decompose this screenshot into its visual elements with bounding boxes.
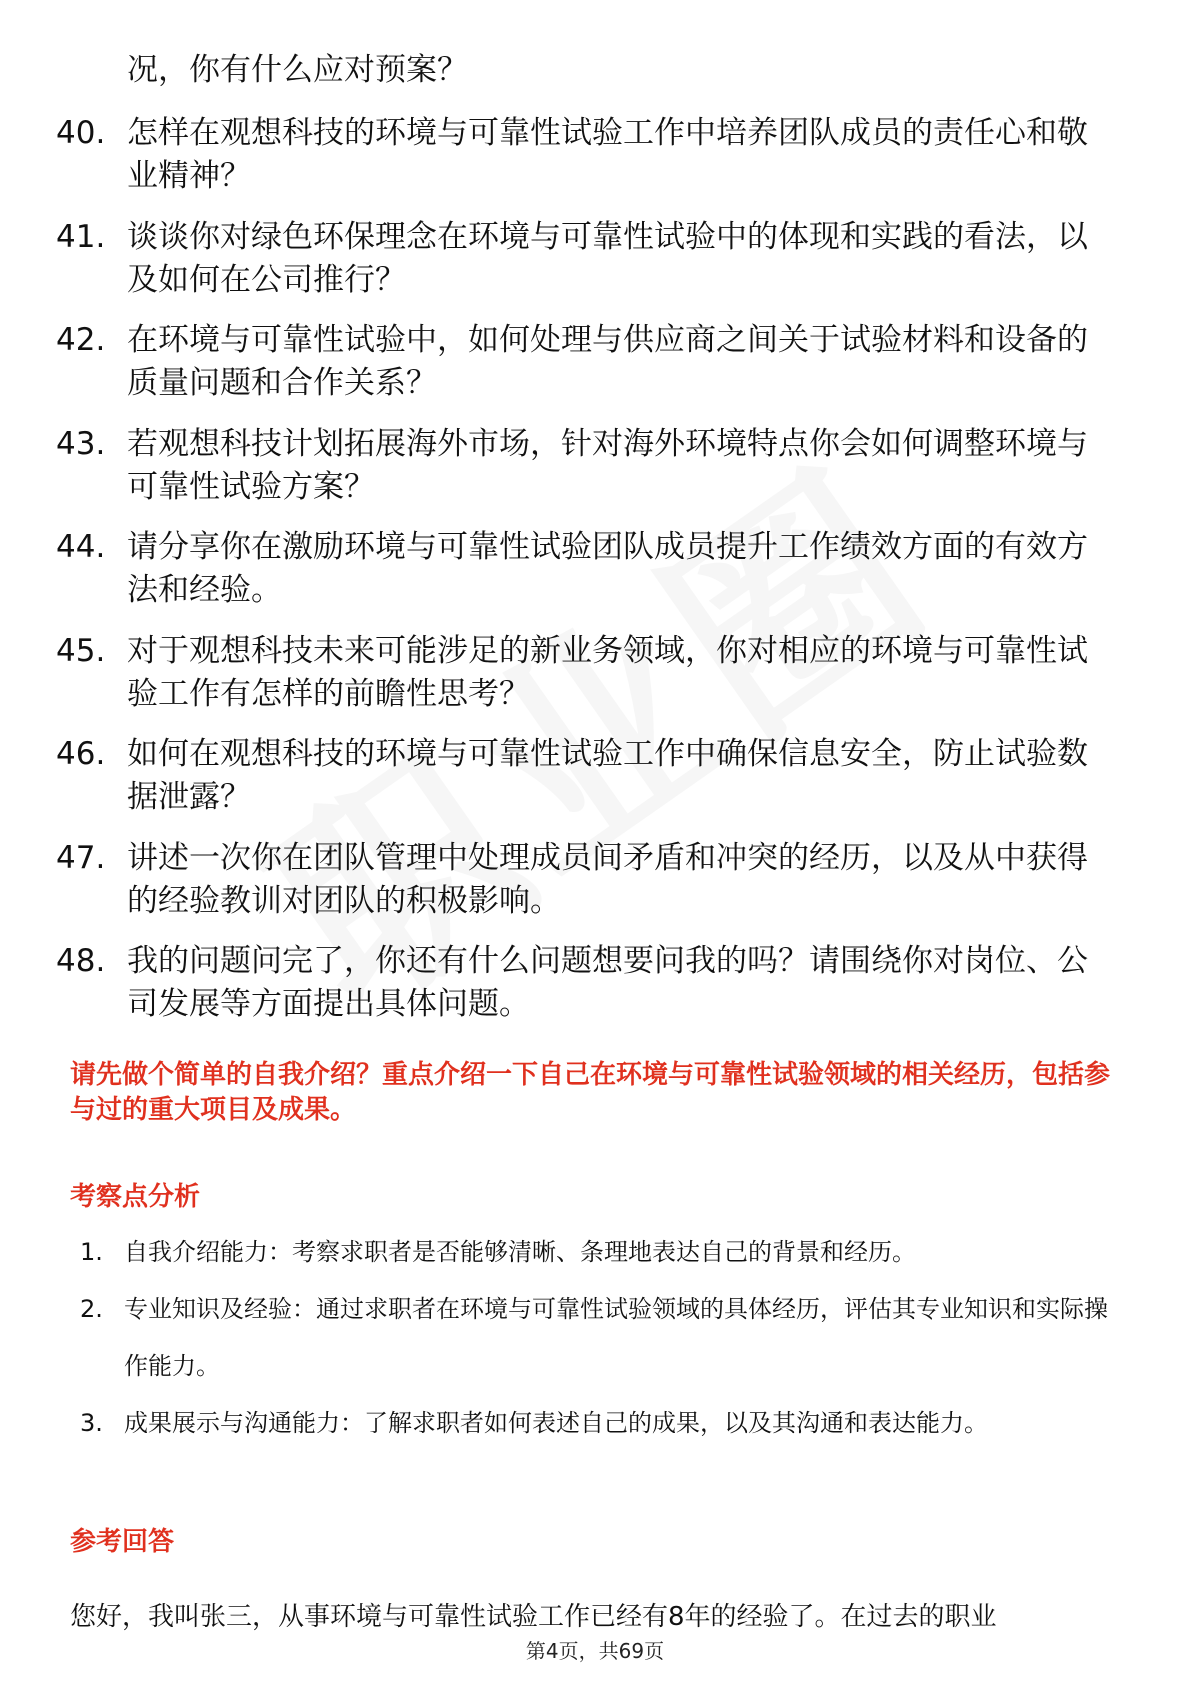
question-text: 我的问题问完了，你还有什么问题想要问我的吗？请围绕你对岗位、公司发展等方面提出具体问题。 xyxy=(127,943,1088,1022)
question-text: 如何在观想科技的环境与可靠性试验工作中确保信息安全，防止试验数据泄露？ xyxy=(127,736,1088,815)
question-item xyxy=(56,733,1116,819)
question-item xyxy=(56,423,1116,509)
analysis-list xyxy=(80,1224,1112,1452)
analysis-text: 自我介绍能力：考察求职者是否能够清晰、条理地表达自己的背景和经历。 xyxy=(124,1238,916,1266)
question-number: 48. xyxy=(56,943,106,979)
analysis-item xyxy=(80,1281,1112,1395)
answer-text: 您好，我叫张三，从事环境与可靠性试验工作已经有8年的经验了。在过去的职业 xyxy=(70,1602,997,1632)
analysis-number: 1. xyxy=(80,1238,103,1266)
question-number: 40. xyxy=(56,115,106,151)
question-text: 谈谈你对绿色环保理念在环境与可靠性试验中的体现和实践的看法，以及如何在公司推行？ xyxy=(127,218,1088,298)
question-text: 请分享你在激励环境与可靠性试验团队成员提升工作绩效方面的有效方法和经验。 xyxy=(127,529,1088,608)
analysis-number: 3. xyxy=(80,1409,103,1437)
question-number: 46. xyxy=(56,736,106,772)
question-text: 若观想科技计划拓展海外市场，针对海外环境特点你会如何调整环境与可靠性试验方案？ xyxy=(127,425,1088,505)
question-item xyxy=(56,837,1116,923)
question-item xyxy=(56,112,1116,198)
question-text: 在环境与可靠性试验中，如何处理与供应商之间关于试验材料和设备的质量问题和合作关系？ xyxy=(127,322,1088,401)
question-list xyxy=(56,112,1116,1044)
question-text: 对于观想科技未来可能涉足的新业务领域，你对相应的环境与可靠性试验工作有怎样的前瞻性思考？ xyxy=(127,632,1088,712)
question-text: 讲述一次你在团队管理中处理成员间矛盾和冲突的经历，以及从中获得的经验教训对团队的积极影响。 xyxy=(127,839,1088,919)
analysis-number: 2. xyxy=(80,1295,103,1323)
question-item xyxy=(56,216,1116,302)
question-number: 44. xyxy=(56,529,106,565)
analysis-item xyxy=(80,1224,1112,1281)
question-number: 42. xyxy=(56,322,106,358)
question-number: 45. xyxy=(56,632,106,669)
question-number: 47. xyxy=(56,839,106,876)
question-number: 43. xyxy=(56,425,106,462)
page-number: 第4页，共69页 xyxy=(0,1638,1190,1664)
question-item xyxy=(56,630,1116,716)
question-item xyxy=(56,319,1116,405)
question-item xyxy=(56,526,1116,612)
featured-question: 请先做个简单的自我介绍？重点介绍一下自己在环境与可靠性试验领域的相关经历，包括参与过的重大项目及成果。 xyxy=(70,1060,1111,1125)
answer-heading: 参考回答 xyxy=(70,1527,175,1557)
analysis-heading: 考察点分析 xyxy=(70,1182,201,1212)
question-item xyxy=(56,940,1116,1026)
analysis-item xyxy=(80,1395,1112,1452)
question-text: 怎样在观想科技的环境与可靠性试验工作中培养团队成员的责任心和敬业精神？ xyxy=(127,115,1088,194)
analysis-text: 成果展示与沟通能力：了解求职者如何表述自己的成果，以及其沟通和表达能力。 xyxy=(124,1409,988,1437)
analysis-text: 专业知识及经验：通过求职者在环境与可靠性试验领域的具体经历，评估其专业知识和实际操作能力。 xyxy=(124,1295,1108,1380)
question-continuation: 况，你有什么应对预案？ xyxy=(127,52,468,88)
question-number: 41. xyxy=(56,218,106,255)
